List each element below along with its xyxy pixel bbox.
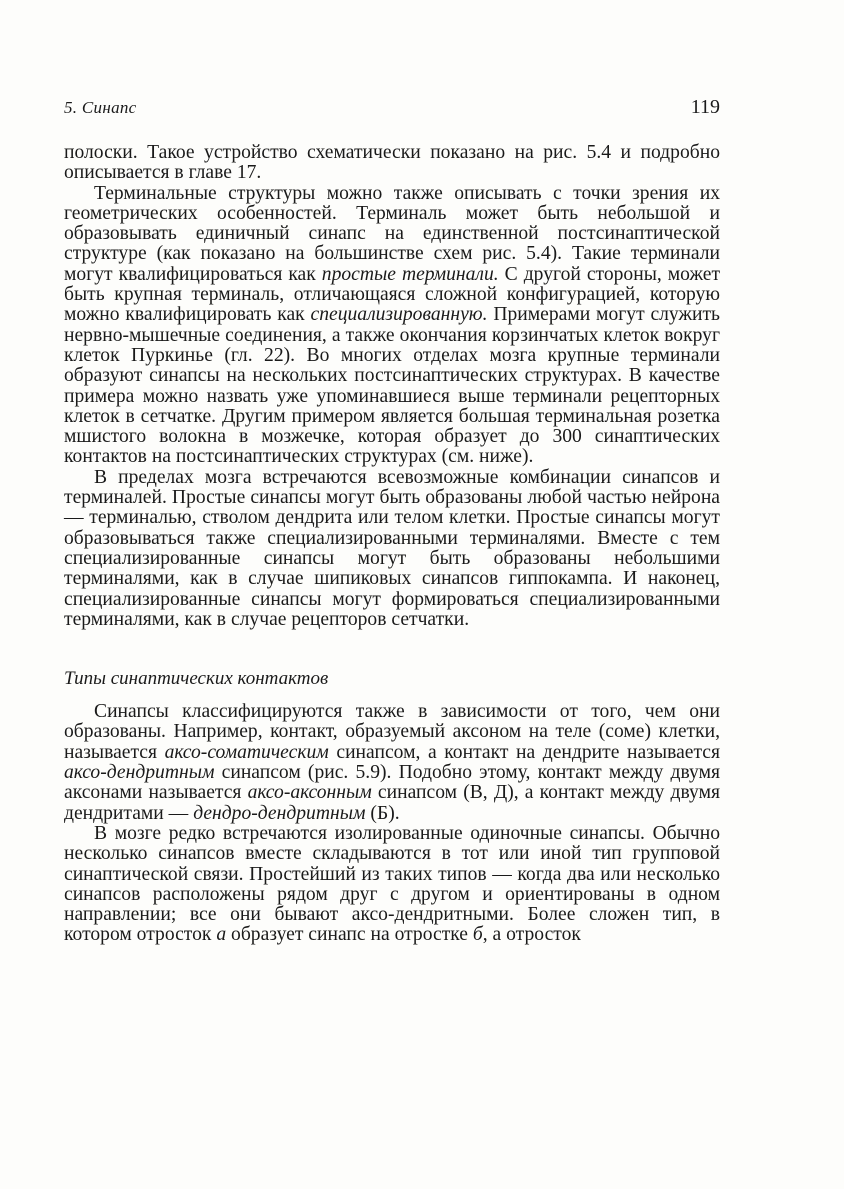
paragraphs-bottom [64,702,720,946]
body-text [64,143,720,946]
text-run: образует синапс на отростке [226,924,473,946]
paragraph [64,824,720,946]
italic-term: б [472,924,483,946]
italic-term: специализированную. [310,304,488,326]
paragraph [64,702,720,824]
text-run: полоски. Такое устройство схематически показано на рис. 5.4 и подробно описывается в главе 17. [64,142,720,184]
italic-term: аксо-соматическим [164,741,329,763]
text-run: Синапсы классифицируются также в зависимости от того, чем они образованы. Например, контакт, образуемый аксоном на теле (соме) клетки, называется [64,701,720,763]
text-run: С другой стороны, может быть крупная терминаль, отличающаяся сложной конфигурацией, которую можно квалифицировать как [64,263,721,326]
section-heading: Типы синаптических контактов [64,668,329,690]
page-header [64,98,720,124]
text-run: В мозге редко встречаются изолированные одиночные синапсы. Обычно несколько синапсов вместе складываются в тот или иной тип групповой синаптической связи. Простейший из таких типов — когда два или несколько синапсов расположены рядом друг с другом и ориентированы в одном направлении; все они бывают аксо-дендритными. Более сложен тип, в котором отросток [64,822,720,946]
paragraph [64,184,720,468]
paragraph [64,143,720,184]
italic-term: аксо-аксонным [247,782,372,804]
text-run: , а отросток [482,924,581,946]
paragraphs-top [64,143,720,630]
text-run: синапсом (рис. 5.9). Подобно этому, контакт между двумя аксонами называется [64,762,720,804]
text-run: синапсом (В, Д), а контакт между двумя дендритами — [64,782,720,824]
text-run: Примерами могут служить нервно-мышечные соединения, а также окончания корзинчатых клеток вокруг клеток Пуркинье (гл. 22). Во многих отделах мозга крупные терминали образуют синапсы на нескольких постсинаптических структурах. В качестве примера можно назвать уже упоминавшиеся выше терминали рецепторных клеток в сетчатке. Другим примером является большая терминальная розетка мшистого волокна в мозжечке, которая образует до 300 синаптических контактов на постсинаптических структурах (см. ниже). [64,304,720,468]
italic-term: простые терминали. [321,263,499,285]
text-run: (Б). [365,802,400,824]
page-number: 119 [690,96,720,118]
text-run: В пределах мозга встречаются всевозможные комбинации синапсов и терминалей. Простые синапсы могут быть образованы любой частью нейрона — терминалью, стволом дендрита или телом клетки. Простые синапсы могут образовываться также специализированными терминалями. Вместе с тем специализированные синапсы могут быть образованы небольшими терминалями, как в случае шипиковых синапсов гиппокампа. И наконец, специализированные синапсы могут формироваться специализированными терминалями, как в случае рецепторов сетчатки. [64,466,720,630]
italic-term: аксо-дендритным [64,762,215,784]
text-run: Терминальные структуры можно также описывать с точки зрения их геометрических особенностей. Терминаль может быть небольшой и образовывать единичный синапс на единственной постсинаптической структуре (как показано на большинстве схем рис. 5.4). Такие терминали могут квалифицироваться как [64,182,720,285]
italic-term: а [216,924,227,946]
paragraph [64,468,720,630]
italic-term: дендро-дендритным [193,802,366,824]
text-run: синапсом, а контакт на дендрите называется [328,741,720,763]
running-head: 5. Синапс [64,98,137,117]
